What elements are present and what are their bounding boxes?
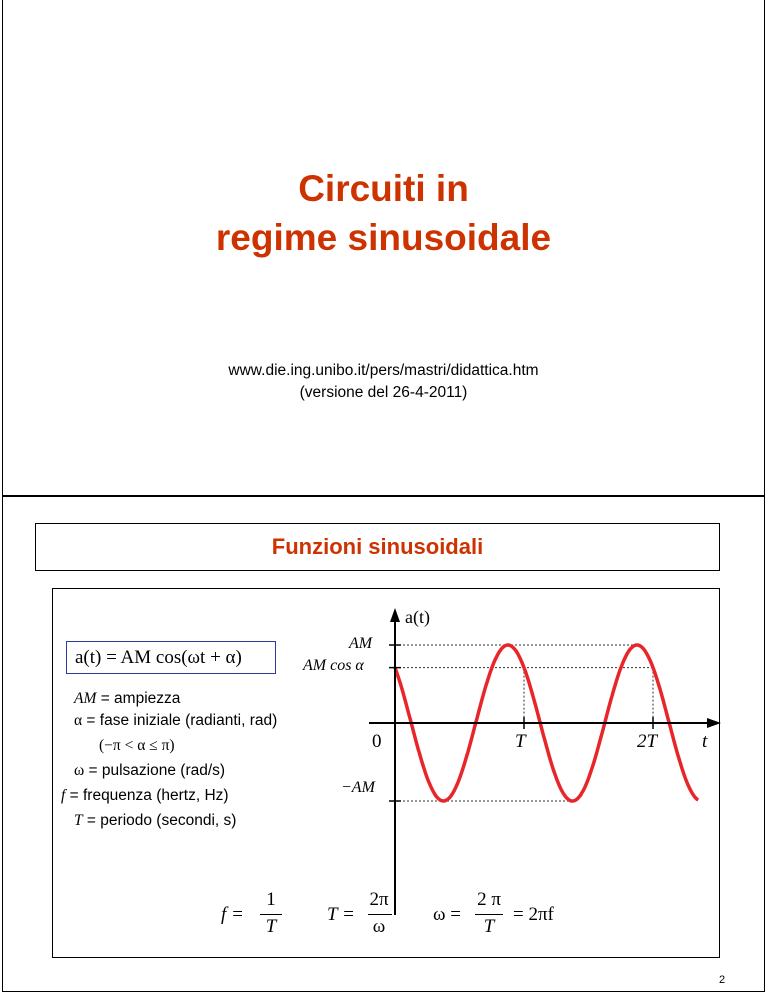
label-zero: 0 — [372, 731, 382, 752]
content-box: a(t) AM AM cos α 0 T 2T t −AM a(t) = AM cos(ωt + α) AM = ampiezza α = fase iniziale (radianti, rad) (−π < α ≤ π) ω = pulsazione (rad/s) f = frequenza (hertz, Hz) T = periodo (secondi, s) f = 1 T T = 2π ω ω = 2 π T = 2πf — [52, 588, 720, 958]
label-am-cos: AM cos α — [303, 657, 364, 674]
label-2t: 2T — [637, 731, 658, 752]
course-url: www.die.ing.unibo.it/pers/mastri/didattica.htm — [228, 362, 539, 379]
y-axis-arrow — [390, 608, 400, 622]
sinusoid-equation: a(t) = AM cos(ωt + α) — [75, 647, 242, 668]
slide-header: Funzioni sinusoidali — [271, 534, 484, 559]
y-axis-label: a(t) — [405, 607, 430, 627]
def-amplitude: AM = ampiezza — [74, 690, 181, 707]
def-omega: ω = pulsazione (rad/s) — [74, 762, 226, 779]
def-phase-range: (−π < α ≤ π) — [99, 737, 175, 754]
slide-title-line1: Circuiti in — [298, 168, 469, 209]
header-box — [35, 523, 720, 571]
sinusoid-slide — [2, 496, 765, 992]
title-slide — [2, 0, 765, 496]
equation-box — [66, 641, 276, 674]
x-axis-arrow — [707, 718, 721, 728]
def-period: T = periodo (secondi, s) — [74, 812, 237, 829]
label-t-period: T — [515, 731, 526, 752]
def-phase: α = fase iniziale (radianti, rad) — [74, 712, 278, 729]
page-number: 2 — [719, 974, 726, 986]
label-time-axis: t — [702, 731, 708, 752]
label-am: AM — [349, 635, 373, 652]
def-frequency: f = frequenza (hertz, Hz) — [61, 787, 229, 804]
label-neg-am: −AM — [341, 779, 375, 796]
version-note: (versione del 26-4-2011) — [299, 384, 468, 401]
slide-title-line2: regime sinusoidale — [215, 217, 552, 258]
